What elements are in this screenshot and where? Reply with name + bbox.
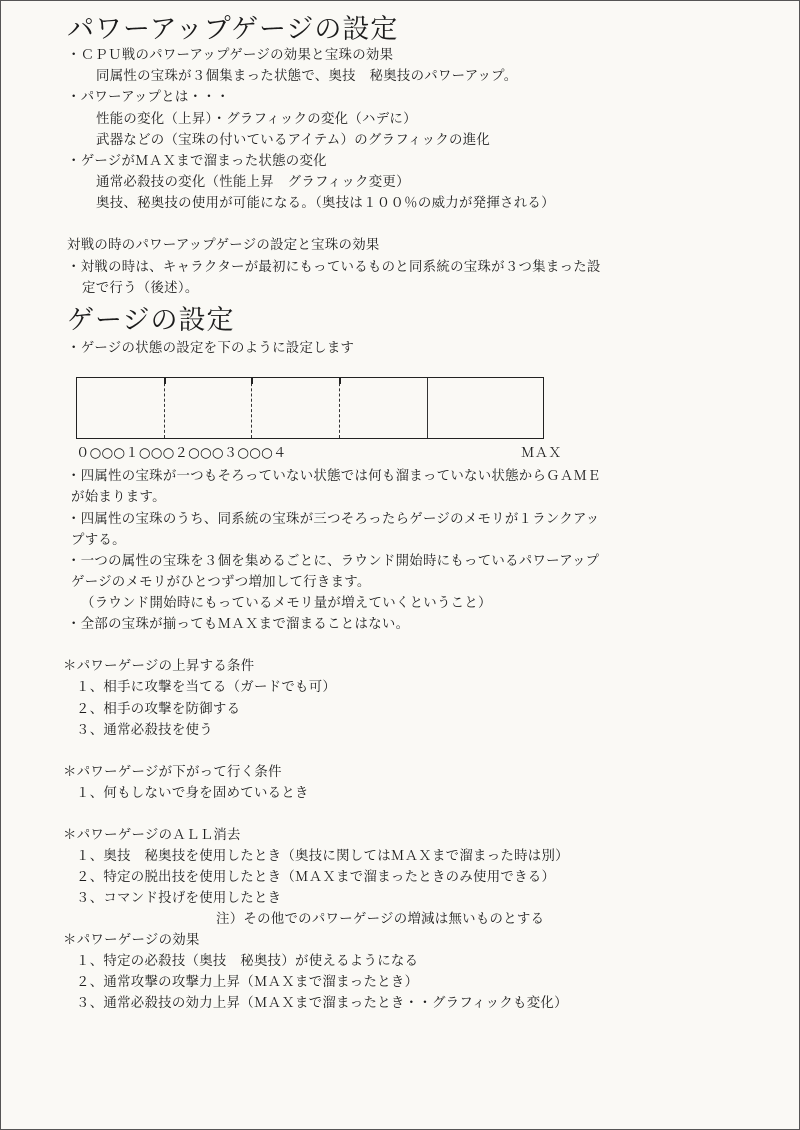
text-line: ・ＣＰＵ戦のパワーアップゲージの効果と宝珠の効果	[67, 48, 394, 63]
text-line: 奥技、秘奥技の使用が可能になる。（奥技は１００％の威力が発揮される）	[96, 196, 555, 211]
text-line: 通常必殺技の変化（性能上昇 グラフィック変更）	[96, 175, 410, 190]
text-line: ・一つの属性の宝珠を３個を集めるごとに、ラウンド開始時にもっているパワーアップ	[67, 554, 600, 569]
clear-heading: ＊パワーゲージのＡＬＬ消去	[63, 828, 241, 843]
list-item: １、奥技 秘奥技を使用したとき（奥技に関してはＭＡＸまで溜まった時は別）	[76, 849, 569, 864]
list-item: １、何もしないで身を固めているとき	[76, 786, 309, 801]
effect-heading: ＊パワーゲージの効果	[63, 933, 200, 948]
text-line: ・全部の宝珠が揃ってもＭＡＸまで溜まることはない。	[67, 617, 410, 632]
text-line: （ラウンド開始時にもっているメモリ量が増えていくということ）	[81, 596, 492, 611]
text-line: プする。	[71, 533, 126, 548]
list-item: ２、特定の脱出技を使用したとき（ＭＡＸまで溜まったときのみ使用できる）	[76, 870, 556, 885]
list-item: ３、通常必殺技の効力上昇（ＭＡＸまで溜まったとき・・グラフィックも変化）	[76, 996, 568, 1011]
gauge-divider	[427, 378, 428, 438]
text-line: 同属性の宝珠が３個集まった状態で、奥技 秘奥技のパワーアップ。	[96, 69, 518, 84]
gauge-divider	[164, 378, 165, 438]
gauge-intro: ・ゲージの状態の設定を下のように設定します	[67, 341, 355, 356]
text-line: ・四属性の宝珠が一つもそろっていない状態では何も溜まっていない状態からＧＡＭＥ	[67, 469, 601, 484]
list-item: ３、コマンド投げを使用したとき	[76, 891, 282, 906]
list-item: １、相手に攻撃を当てる（ガードでも可）	[76, 680, 337, 695]
gauge-scale-label: ０○○○１○○○２○○○３○○○４	[76, 446, 287, 461]
clear-note: 注）その他でのパワーゲージの増減は無いものとする	[216, 912, 545, 927]
text-line: 性能の変化（上昇）・グラフィックの変化（ハデに）	[96, 112, 417, 127]
list-item: ２、相手の攻撃を防御する	[76, 702, 241, 717]
text-line: が始まります。	[71, 490, 166, 505]
gauge-max-label: ＭＡＸ	[521, 446, 562, 461]
list-item: ２、通常攻撃の攻撃力上昇（ＭＡＸまで溜まったとき）	[76, 975, 419, 990]
text-line: ・パワーアップとは・・・	[67, 90, 230, 105]
gauge-divider	[251, 378, 252, 438]
text-line: 武器などの（宝珠の付いているアイテム）のグラフィックの進化	[96, 133, 491, 148]
rise-heading: ＊パワーゲージの上昇する条件	[63, 659, 255, 674]
gauge-diagram	[76, 377, 544, 439]
section-title-gauge-setting: ゲージの設定	[67, 305, 235, 336]
text-line: ・ゲージがＭＡＸまで溜まった状態の変化	[67, 154, 327, 169]
text-line: ・四属性の宝珠のうち、同系統の宝珠が三つそろったらゲージのメモリが１ランクアッ	[67, 512, 600, 527]
gauge-divider	[339, 378, 340, 438]
battle-heading: 対戦の時のパワーアップゲージの設定と宝珠の効果	[67, 238, 380, 253]
text-line: ・対戦の時は、キャラクターが最初にもっているものと同系統の宝珠が３つ集まった設	[67, 260, 601, 275]
text-line: ゲージのメモリがひとつずつ増加して行きます。	[71, 575, 371, 590]
text-line: 定で行う（後述）。	[82, 281, 199, 296]
list-item: ３、通常必殺技を使う	[76, 723, 213, 738]
list-item: １、特定の必殺技（奥技 秘奥技）が使えるようになる	[76, 954, 419, 969]
section-title-powerup-gauge: パワーアップゲージの設定	[67, 14, 399, 45]
fall-heading: ＊パワーゲージが下がって行く条件	[63, 765, 282, 780]
